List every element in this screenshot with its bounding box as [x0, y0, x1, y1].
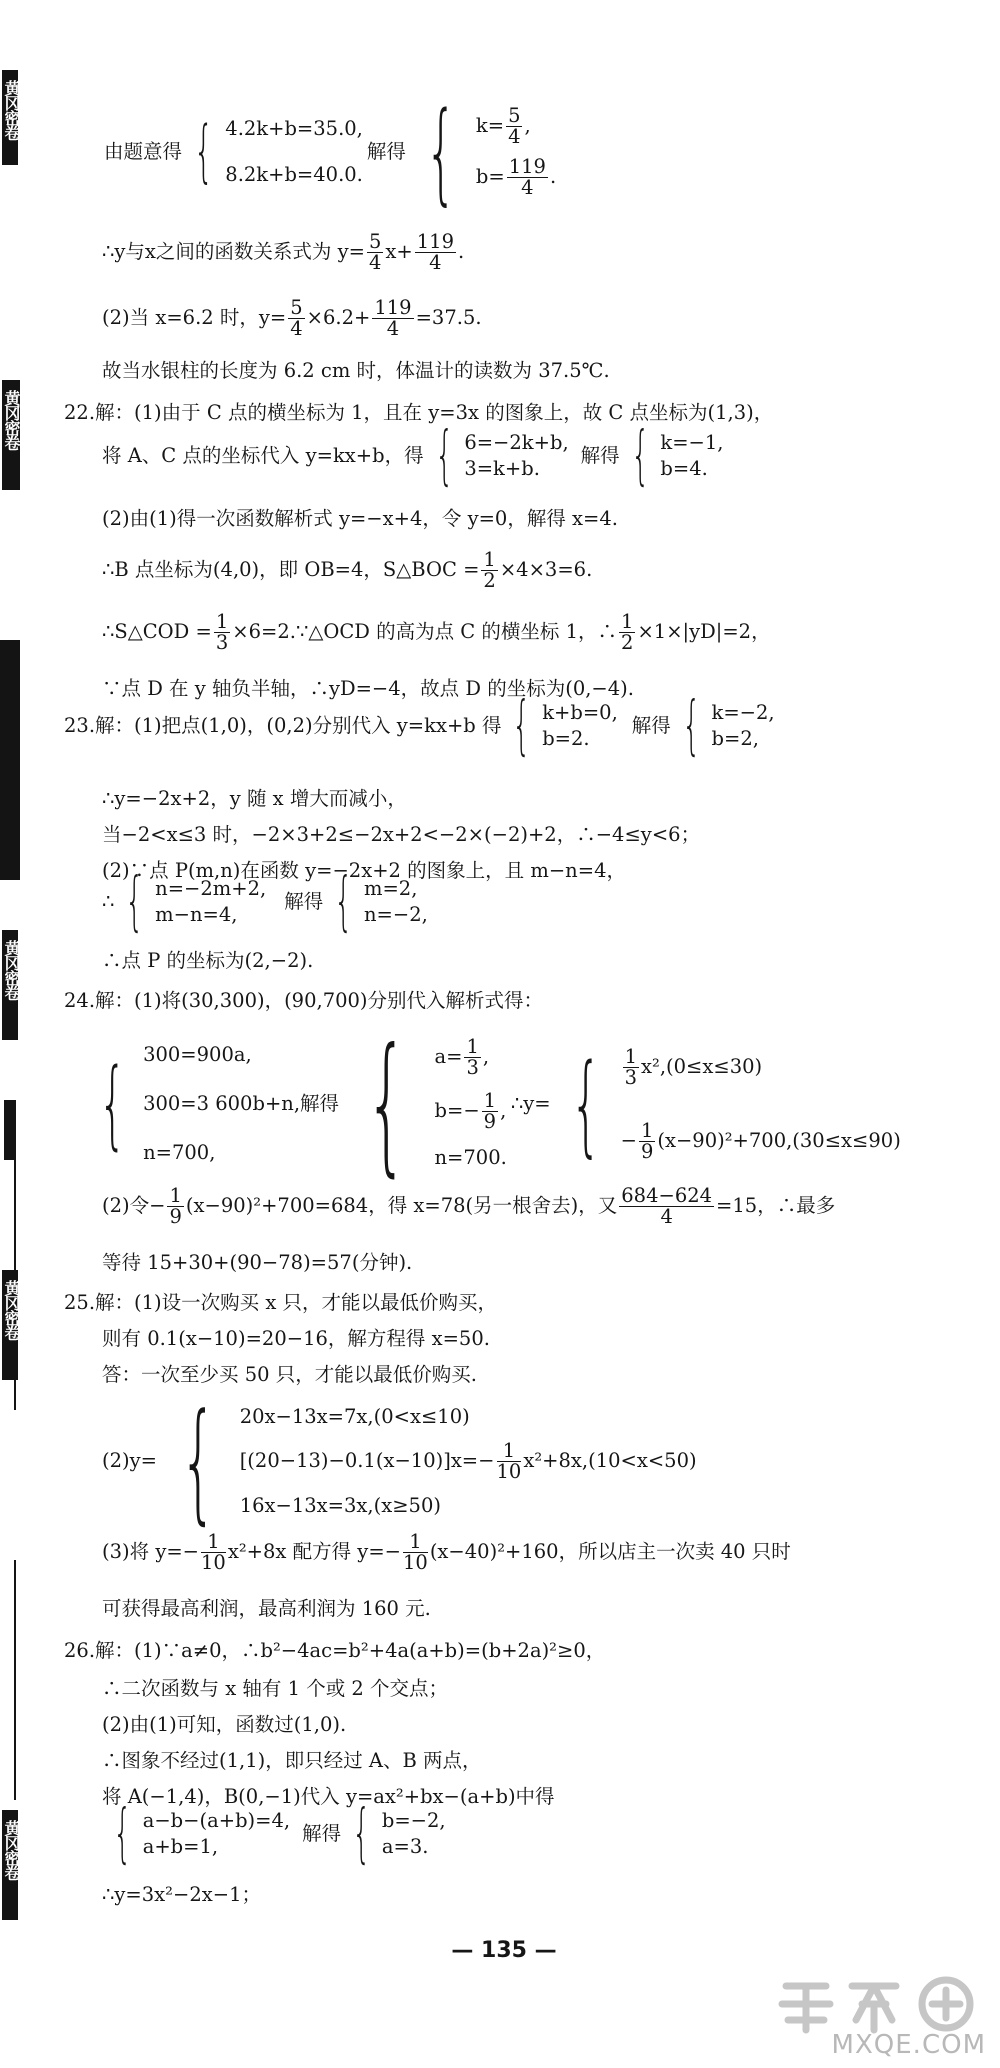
conclusion: 故当水银柱的长度为 6.2 cm 时，体温计的读数为 37.5℃.: [102, 359, 610, 382]
fraction: $\frac{1}{2}$: [483, 548, 496, 592]
text: 解得: [302, 1822, 342, 1845]
text: ∴: [102, 890, 115, 913]
q25-line: 则有 0.1(x−10)=20−16，解方程得 x=50.: [102, 1327, 490, 1350]
evaluate-line: (2)当 x=6.2 时，y= $\frac{5}{4}$ ×6.2+ $\frac{119}{4}$ =37.5.: [102, 296, 482, 340]
q24-line: 等待 15+30+(90−78)=57(分钟).: [102, 1251, 413, 1274]
text: 解得: [300, 1092, 340, 1115]
edge-print-block: [2, 930, 21, 1040]
equations: k+b=0, b=2.: [542, 701, 618, 750]
equations: n=−2m+2, m−n=4,: [155, 877, 267, 926]
text: 解得: [631, 714, 671, 737]
system-k-b: [104, 88, 557, 216]
piecewise: 20x−13x=7x,(0<x≤10) [(20−13)−0.1(x−10)]x=− $\frac{1}{10}$ x²+8x,(10<x<50) 16x−13x=3x,(x≥50): [239, 1404, 697, 1517]
fraction: $\frac{119}{4}$: [508, 155, 546, 199]
fraction: $\frac{5}{4}$: [290, 296, 303, 340]
q26-line: 将 A(−1,4)，B(0,−1)代入 y=ax²+bx−(a+b)中得: [102, 1785, 555, 1808]
brace: {: [193, 112, 214, 191]
text: 23.解：(1)把点(1,0)，(0,2)分别代入 y=kx+b 得: [64, 714, 502, 737]
solution: a= $\frac{1}{3}$ , b=− $\frac{1}{9}$ , n=700.: [434, 1034, 507, 1170]
solution: k=−1, b=4.: [660, 431, 724, 480]
q26-line: 26.解：(1)∵a≠0，∴b²−4ac=b²+4a(a+b)=(b+2a)²≥0，: [64, 1639, 606, 1662]
q26-line: (2)由(1)可知，函数过(1,0).: [102, 1713, 347, 1736]
q22-line: ∴B 点坐标为(4,0)，即 OB=4，S△BOC = $\frac{1}{2}$ ×4×3=6.: [102, 548, 593, 592]
q25-line: 25.解：(1)设一次购买 x 只，才能以最低价购买，: [64, 1291, 498, 1314]
page-number: — 135 —: [451, 1938, 557, 1963]
text: 将 A、C 点的坐标代入 y=kx+b，得: [102, 444, 424, 467]
solution-k: k= $\frac{5}{4}$ ,: [475, 104, 531, 148]
function-expression: ∴y与x之间的函数关系式为 y= $\frac{5}{4}$ x+ $\frac{119}{4}$ .: [102, 230, 465, 274]
q25-line: (3)将 y=− $\frac{1}{10}$ x²+8x 配方得 y=− $\frac{1}{10}$ (x−40)²+160，所以店主一次卖 40 只时: [102, 1530, 791, 1574]
equations: 300=900a, 300=3 600b+n, n=700,: [143, 1042, 301, 1165]
brace: {: [434, 419, 454, 493]
fraction: $\frac{1}{3}$: [215, 610, 229, 654]
fraction: $\frac{1}{9}$: [640, 1118, 654, 1163]
brace: {: [512, 689, 532, 763]
brace: {: [365, 1017, 409, 1191]
brace: {: [179, 1385, 217, 1537]
brace: {: [98, 1048, 127, 1160]
answer-page: [64, 0, 944, 2000]
watermark-text: MXQE.COM: [831, 2030, 986, 2060]
q24-line: 24.解：(1)将(30,300)，(90,700)分别代入解析式得：: [64, 989, 544, 1012]
fraction: $\frac{5}{4}$: [368, 230, 382, 274]
equation: 4.2k+b=35.0,: [225, 117, 363, 140]
piecewise: $\frac{1}{3}$ x²,(0≤x≤30) − $\frac{1}{9}$ (x−90)²+700,(30≤x≤90): [620, 1044, 901, 1163]
q22-line: 22.解：(1)由于 C 点的横坐标为 1，且在 y=3x 的图象上，故 C 点坐标为(1,3)，: [64, 401, 774, 424]
fraction: $\frac{1}{10}$: [496, 1438, 522, 1483]
q22-line: ∴S△COD = $\frac{1}{3}$ ×6=2.∵△OCD 的高为点 C 的横坐标 1，∴ $\frac{1}{2}$ ×1×|yD|=2，: [102, 610, 771, 654]
q26-line: ∴y=3x²−2x−1；: [102, 1883, 261, 1906]
q22-line: (2)由(1)得一次函数解析式 y=−x+4，令 y=0，解得 x=4.: [102, 507, 618, 530]
edge-print-block: [4, 1100, 16, 1160]
q22-line: ∵点 D 在 y 轴负半轴，∴yD=−4，故点 D 的坐标为(0,−4).: [102, 677, 634, 700]
fraction: $\frac{1}{9}$: [483, 1088, 497, 1133]
q23-system-2: [102, 865, 428, 939]
text: 解得: [580, 444, 620, 467]
text: 由题意得: [104, 140, 183, 163]
q26-line: ∴图象不经过(1,1)，即只经过 A、B 两点，: [102, 1749, 482, 1772]
brace: {: [334, 865, 353, 939]
brace: {: [569, 1040, 602, 1168]
fraction: $\frac{1}{10}$: [201, 1530, 226, 1574]
q23-line: (2)∵点 P(m,n)在函数 y=−2x+2 的图象上，且 m−n=4，: [102, 859, 626, 882]
q24-line: (2)令− $\frac{1}{9}$ (x−90)²+700=684，得 x=78(另一根舍去)，又 $\frac{684-624}{4}$ =15，∴最多: [102, 1184, 836, 1228]
equations: [225, 106, 363, 198]
solution: b=−2, a=3.: [381, 1809, 446, 1858]
edge-label: 黄冈密卷: [2, 1820, 21, 1880]
brace: {: [125, 865, 144, 939]
equations: 6=−2k+b, 3=k+b.: [464, 431, 569, 480]
edge-print-block: [2, 1810, 21, 1920]
q26-line: ∴二次函数与 x 轴有 1 个或 2 个交点；: [102, 1677, 449, 1700]
solution: m=2, n=−2,: [363, 877, 428, 926]
fraction: $\frac{1}{9}$: [169, 1184, 182, 1228]
fraction: $\frac{684-624}{4}$: [621, 1184, 713, 1228]
edge-label: 黄冈密卷: [2, 390, 21, 450]
q25-piecewise: [102, 1385, 697, 1537]
text: (2)y=: [102, 1449, 157, 1472]
q25-line: 答：一次至少买 50 只，才能以最低价购买.: [102, 1363, 477, 1386]
q24-system: [82, 1017, 901, 1191]
solution: [476, 106, 556, 198]
q23-line: 当−2<x≤3 时，−2×3+2≤−2x+2<−2×(−2)+2，∴−4≤y<6；: [102, 823, 701, 846]
fraction: $\frac{5}{4}$: [508, 104, 521, 148]
edge-print-block: [2, 1270, 21, 1380]
brace: {: [113, 1797, 132, 1871]
equations: a−b−(a+b)=4, a+b=1,: [142, 1809, 291, 1858]
text: 解得: [284, 890, 324, 913]
fraction: $\frac{1}{10}$: [403, 1530, 428, 1574]
edge-print-block: [0, 640, 20, 880]
text: 解得: [366, 140, 406, 163]
edge-rule: [14, 1560, 16, 1800]
binding-edge: [0, 0, 24, 2068]
brace: {: [682, 689, 701, 763]
edge-label: 黄冈密卷: [2, 940, 21, 1000]
fraction: $\frac{119}{4}$: [416, 230, 454, 274]
edge-label: 黄冈密卷: [2, 1280, 21, 1340]
fraction: $\frac{1}{3}$: [466, 1034, 479, 1079]
q22-system: [102, 419, 724, 493]
edge-print-block: [2, 70, 21, 165]
fraction: $\frac{1}{2}$: [621, 610, 634, 654]
q25-line: 可获得最高利润，最高利润为 160 元.: [102, 1597, 431, 1620]
brace: {: [425, 88, 457, 216]
q23-line: ∴点 P 的坐标为(2,−2).: [102, 949, 314, 972]
edge-label: 黄冈密卷: [2, 80, 21, 140]
solution-b: b= $\frac{119}{4}$ .: [475, 155, 557, 199]
fraction: $\frac{1}{3}$: [624, 1044, 638, 1089]
q23-line: ∴y=−2x+2，y 随 x 增大而减小，: [102, 787, 407, 810]
equation: 8.2k+b=40.0.: [225, 163, 363, 186]
text: ∴y=: [510, 1092, 551, 1115]
solution: k=−2, b=2,: [711, 701, 775, 750]
edge-print-block: [2, 380, 20, 490]
brace: {: [630, 419, 650, 493]
q23-system: [64, 689, 775, 763]
fraction: $\frac{119}{4}$: [374, 296, 412, 340]
brace: {: [352, 1797, 371, 1871]
q26-system: [102, 1797, 446, 1871]
